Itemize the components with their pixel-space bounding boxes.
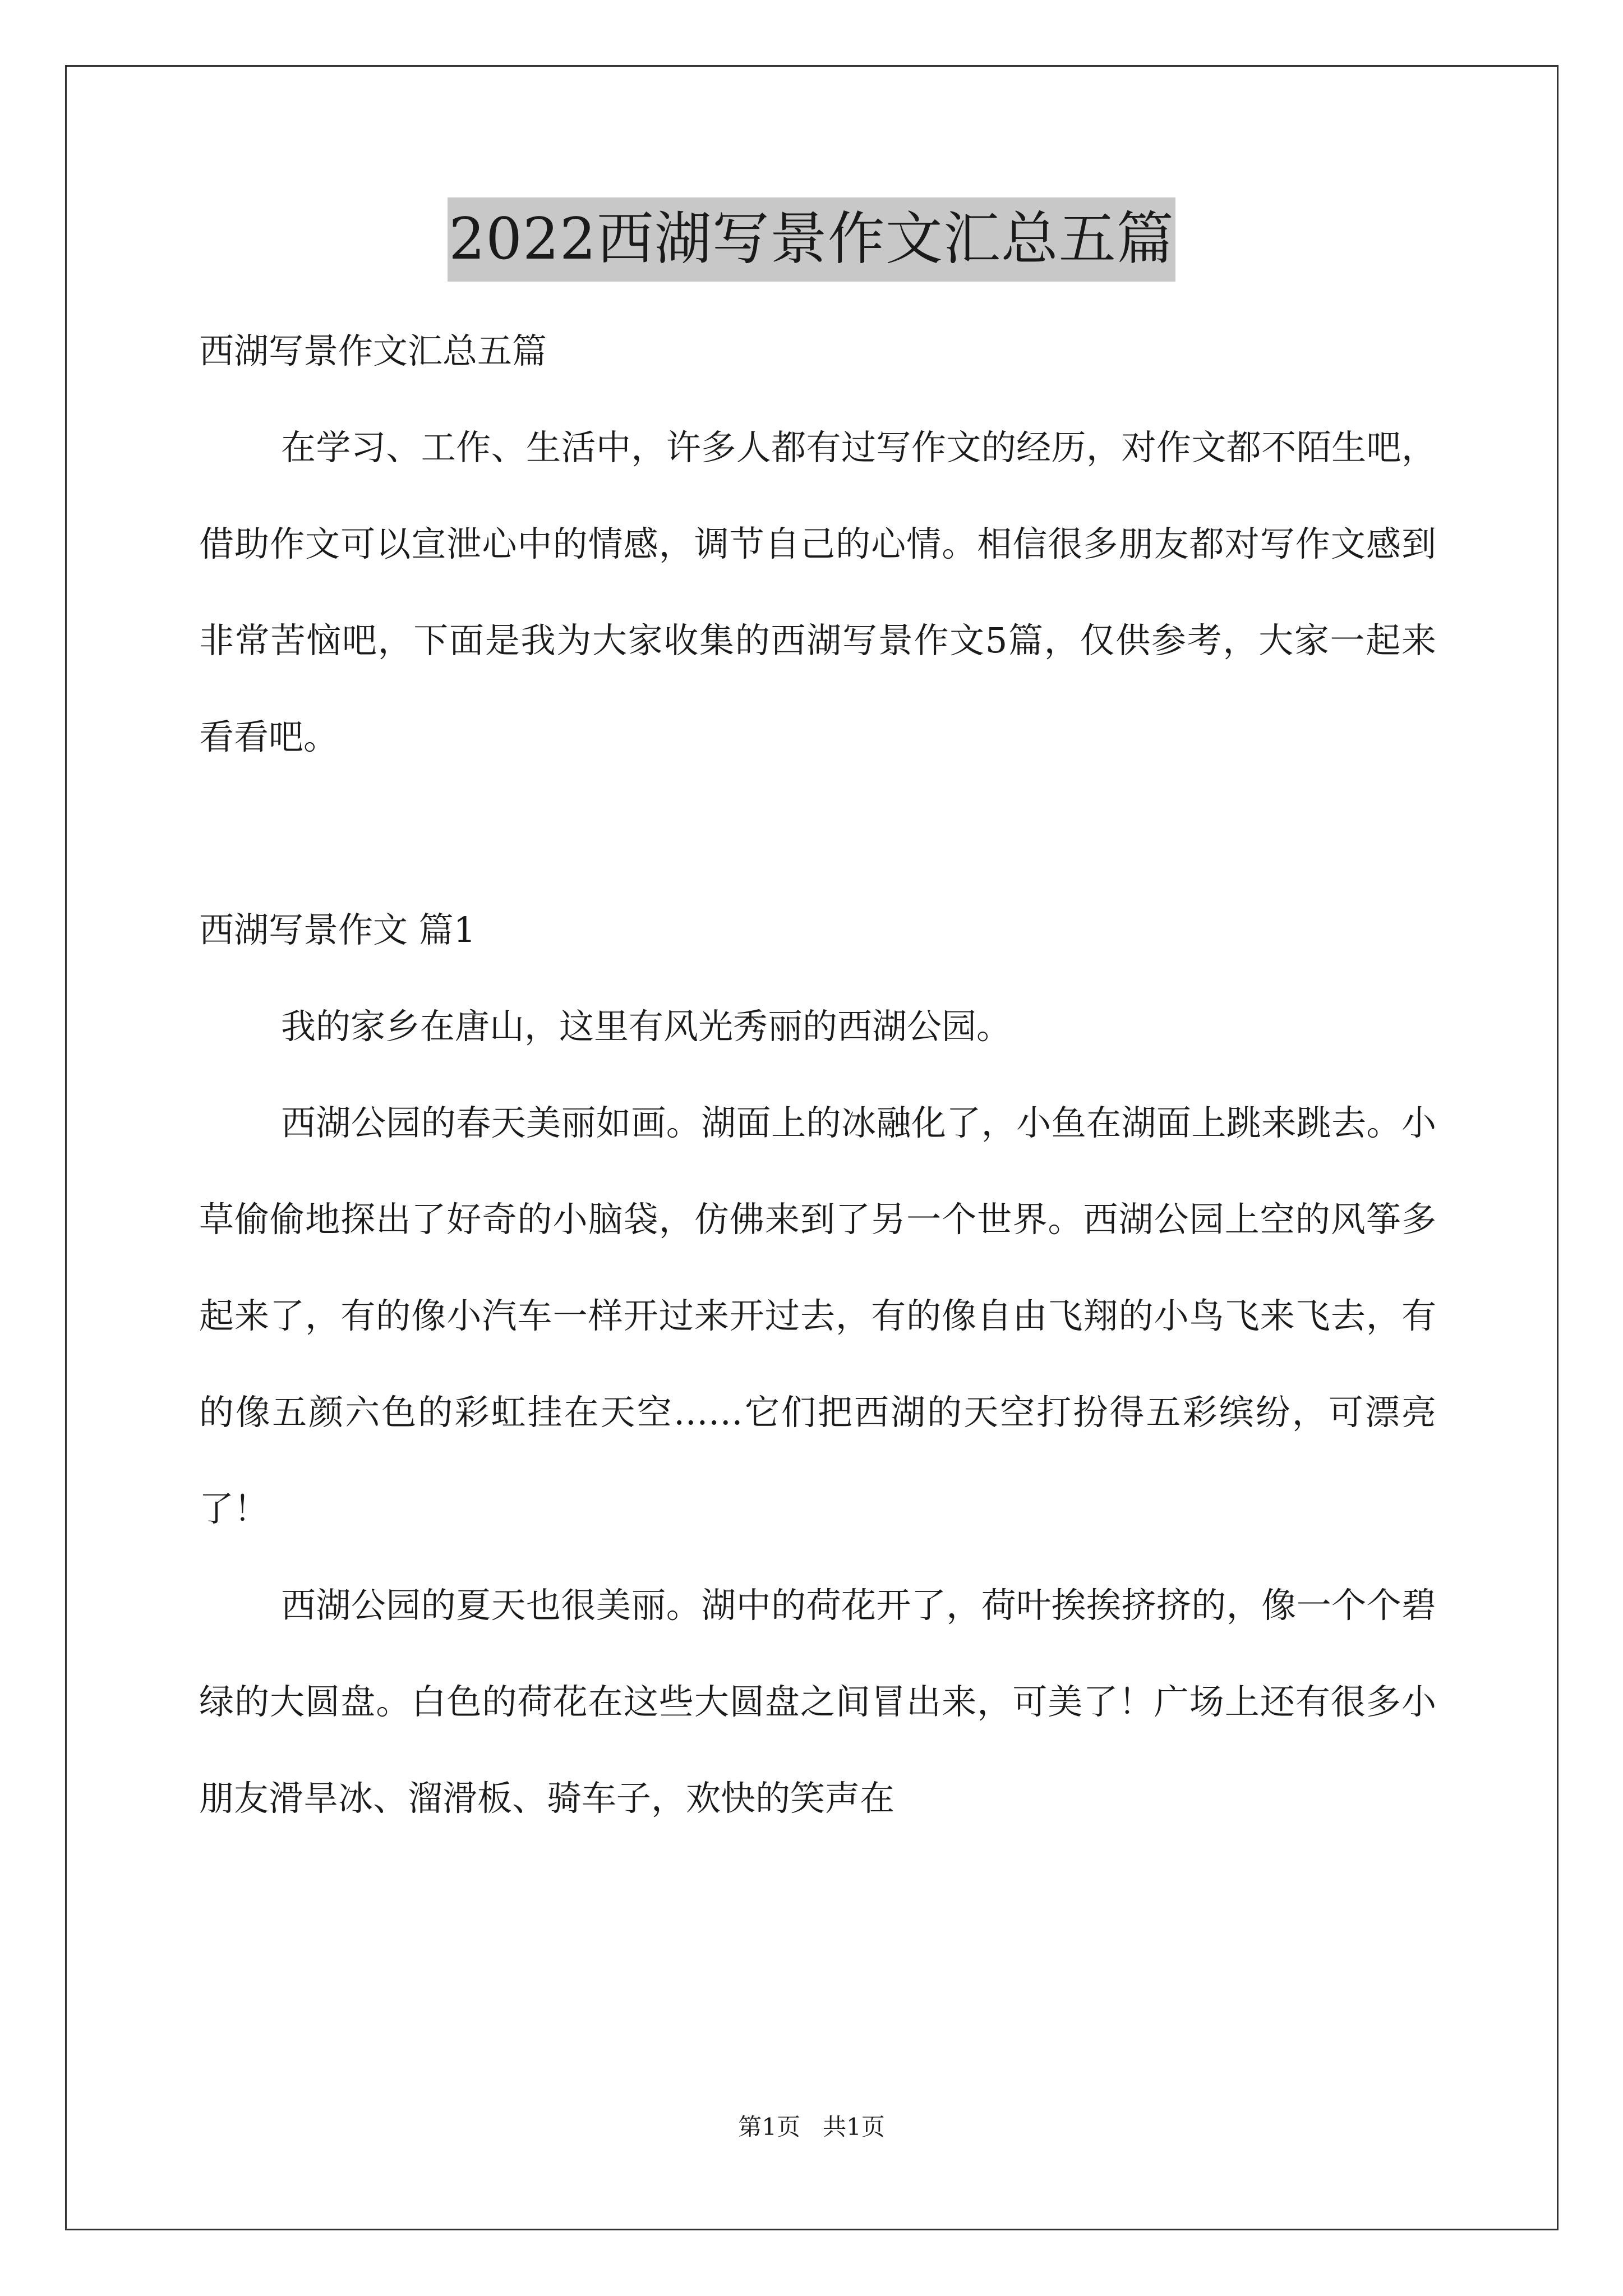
document-title: 2022西湖写景作文汇总五篇	[448, 197, 1175, 282]
subtitle: 西湖写景作文汇总五篇	[199, 330, 547, 371]
paragraph: 我的家乡在唐山，这里有风光秀丽的西湖公园。	[281, 1006, 1012, 1047]
intro-paragraph: 在学习、工作、生活中，许多人都有过写作文的经历，对作文都不陌生吧，借助作文可以宣泄心中的情感，调节自己的心情。相信很多朋友都对写作文感到非常苦恼吧，下面是我为大家收集的西湖写景作文5篇，仅供参考，大家一起来看看吧。	[199, 427, 1436, 757]
spacer	[199, 785, 1436, 882]
paragraph: 西湖公园的春天美丽如画。湖面上的冰融化了，小鱼在湖面上跳来跳去。小草偷偷地探出了好奇的小脑袋，仿佛来到了另一个世界。西湖公园上空的风筝多起来了，有的像小汽车一样开过来开过去，有的像自由飞翔的小鸟飞来飞去，有的像五颜六色的彩虹挂在天空……它们把西湖的天空打扮得五彩缤纷，可漂亮了！	[199, 1102, 1436, 1529]
document-body	[199, 303, 1436, 1847]
page-footer: 第1页 共1页	[738, 2113, 885, 2141]
paragraph: 西湖公园的夏天也很美丽。湖中的荷花开了，荷叶挨挨挤挤的，像一个个碧绿的大圆盘。白色的荷花在这些大圆盘之间冒出来，可美了！广场上还有很多小朋友滑旱冰、溜滑板、骑车子，欢快的笑声在	[199, 1585, 1436, 1819]
section-heading: 西湖写景作文 篇1	[199, 909, 476, 950]
title-container	[0, 197, 1623, 282]
